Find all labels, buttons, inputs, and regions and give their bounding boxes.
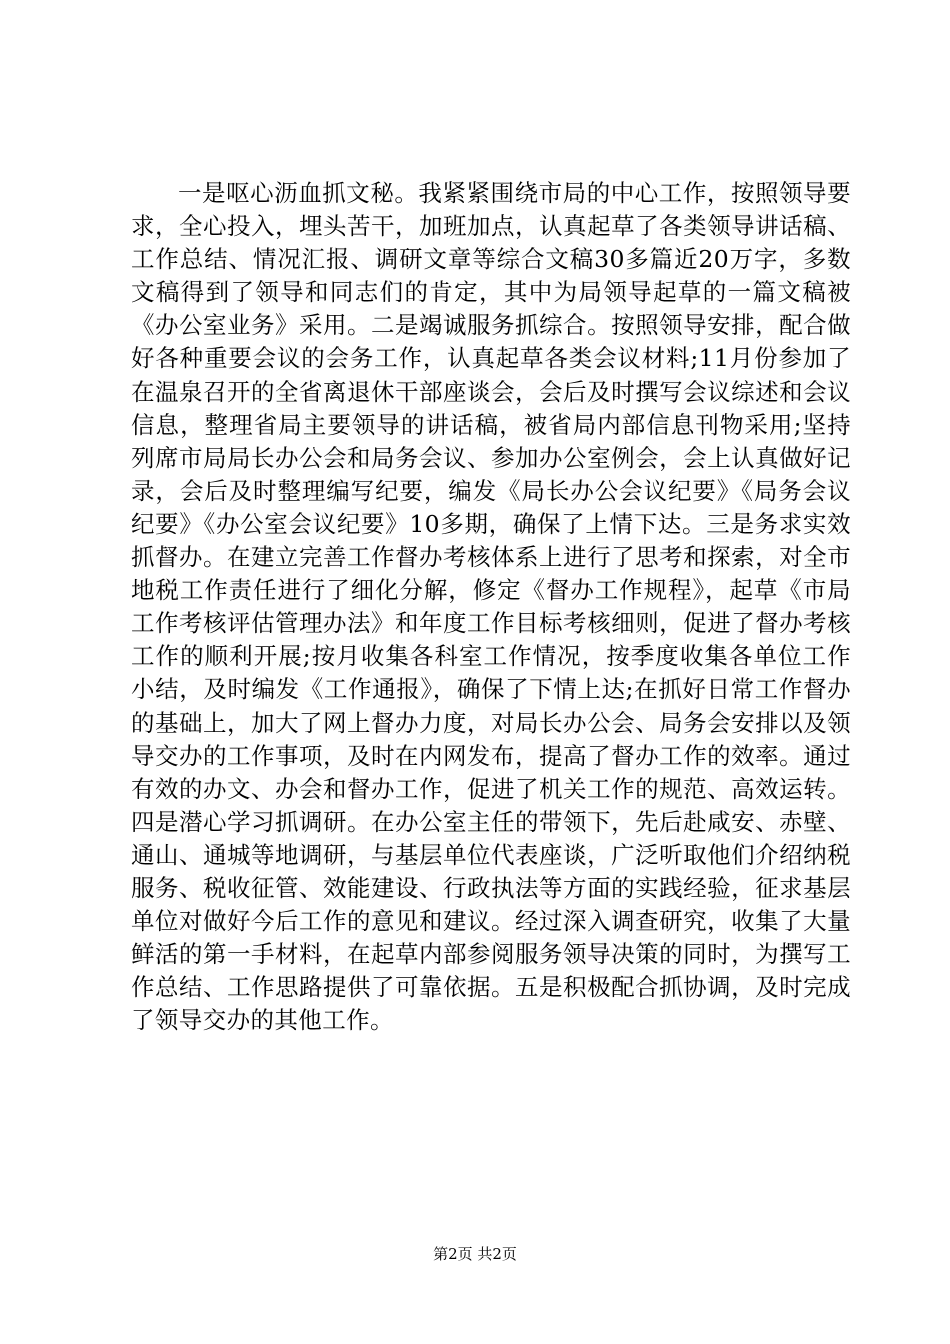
body-paragraph: 一是呕心沥血抓文秘。我紧紧围绕市局的中心工作，按照领导要求，全心投入，埋头苦干，加班加点，认真起草了各类领导讲话稿、工作总结、情况汇报、调研文章等综合文稿30多篇近20万字，多数文稿得到了领导和同志们的肯定，其中为局领导起草的一篇文稿被《办公室业务》采用。二是竭诚服务抓综合。按照领导安排，配合做好各种重要会议的会务工作，认真起草各类会议材料;11月份参加了在温泉召开的全省离退休干部座谈会，会后及时撰写会议综述和会议信息，整理省局主要领导的讲话稿，被省局内部信息刊物采用;坚持列席市局局长办公会和局务会议、参加办公室例会，会上认真做好记录，会后及时整理编写纪要，编发《局长办公会议纪要》《局务会议纪要》《办公室会议纪要》10多期，确保了上情下达。三是务求实效抓督办。在建立完善工作督办考核体系上进行了思考和探索，对全市地税工作责任进行了细化分解，修定《督办工作规程》，起草《市局工作考核评估管理办法》和年度工作目标考核细则，促进了督办考核工作的顺利开展;按月收集各科室工作情况，按季度收集各单位工作小结，及时编发《工作通报》，确保了下情上达;在抓好日常工作督办的基础上，加大了网上督办力度，对局长办公会、局务会安排以及领导交办的工作事项，及时在内网发布，提高了督办工作的效率。通过有效的办文、办会和督办工作，促进了机关工作的规范、高效运转。四是潜心学习抓调研。在办公室主任的带领下，先后赴咸安、赤壁、通山、通城等地调研，与基层单位代表座谈，广泛听取他们介绍纳税服务、税收征管、效能建设、行政执法等方面的实践经验，征求基层单位对做好今后工作的意见和建议。经过深入调查研究，收集了大量鲜活的第一手材料，在起草内部参阅服务领导决策的同时，为撰写工作总结、工作思路提供了可靠依据。五是积极配合抓协调，及时完成了领导交办的其他工作。	[131, 179, 851, 1035]
page-footer: 第2页 共2页	[433, 1245, 517, 1263]
